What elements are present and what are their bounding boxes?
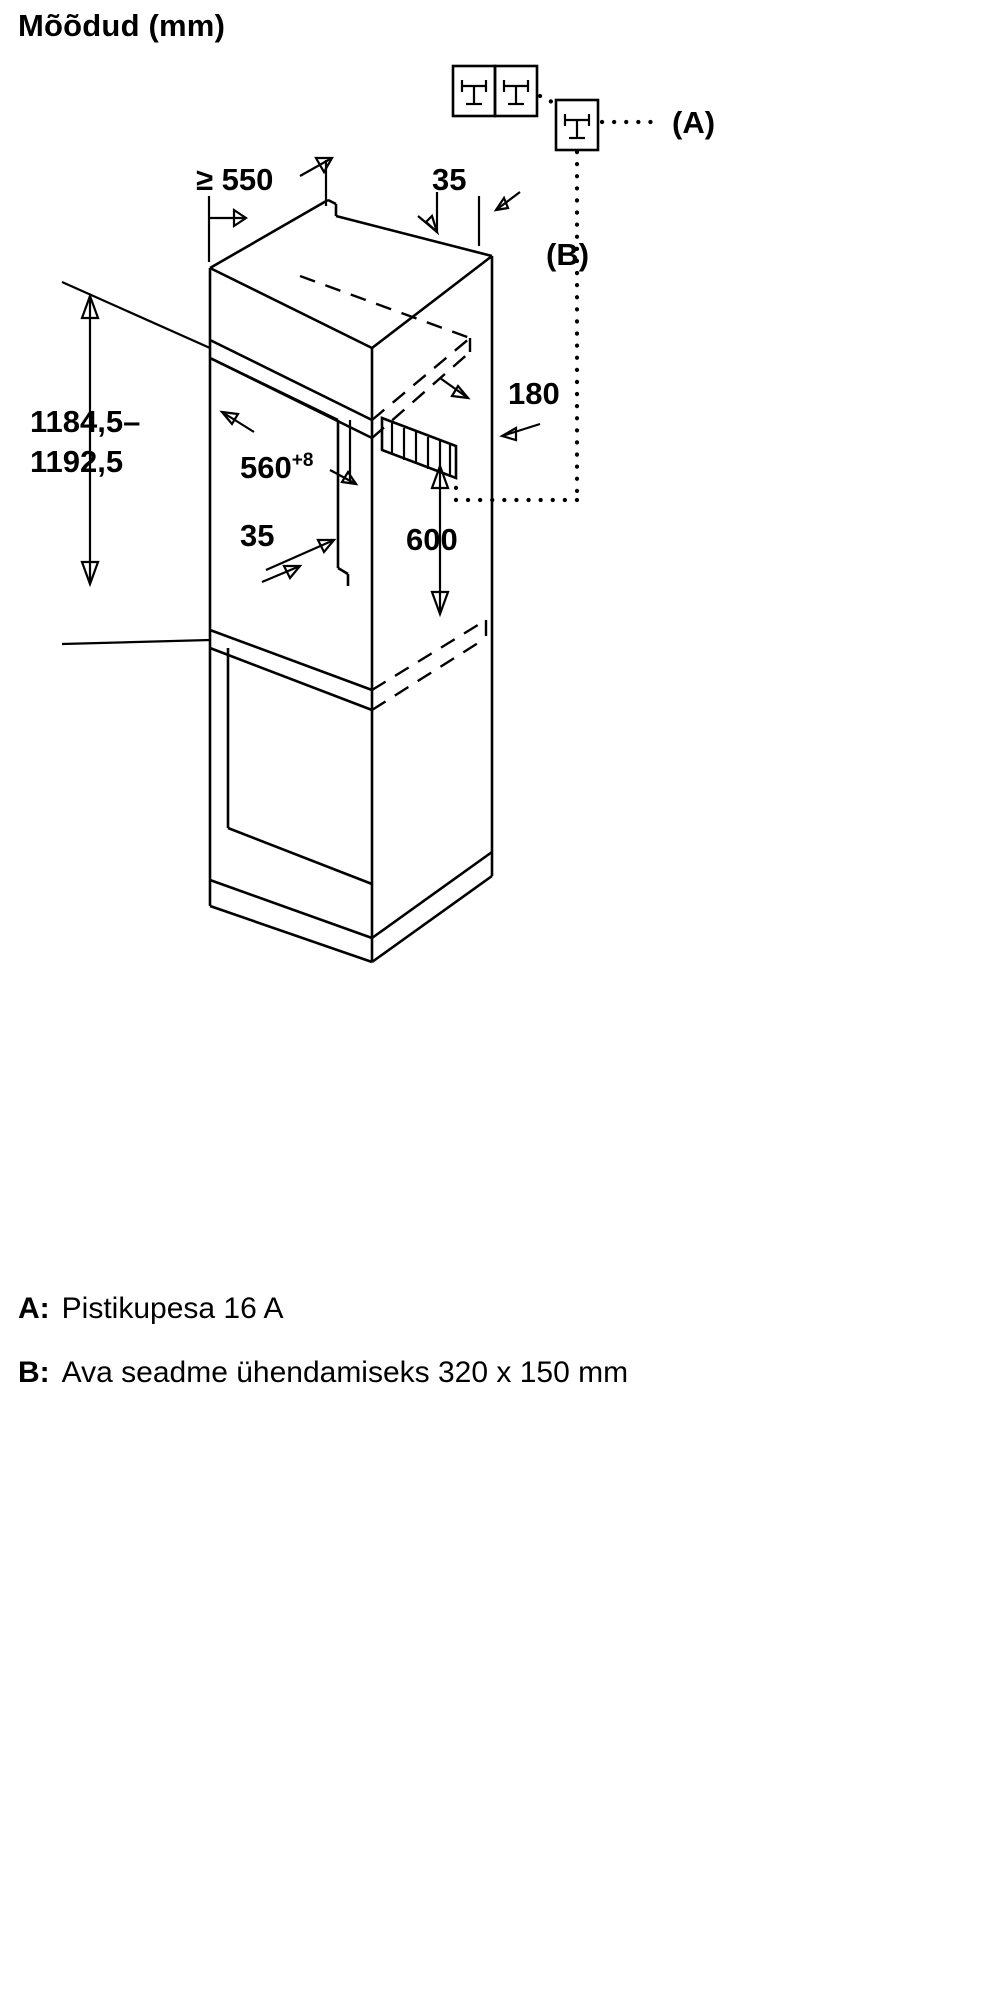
dimension-socket-offset-label: 180: [508, 376, 560, 411]
legend-key-a: A:: [18, 1292, 50, 1325]
dimension-top-offset: [418, 192, 520, 246]
legend-text-b: Ava seadme ühendamiseks 320 x 150 mm: [61, 1356, 629, 1390]
dimension-opening-height-label: 600: [406, 522, 458, 557]
legend-item-a: [18, 1290, 878, 1328]
legend-item-b: [18, 1354, 878, 1392]
callout-b-label: (B): [546, 237, 590, 272]
legend-text-a: Pistikupesa 16 A: [61, 1292, 284, 1325]
socket-symbols: [453, 66, 660, 500]
dimension-total-height-line2: 1192,5: [30, 444, 124, 479]
connection-opening: [382, 418, 456, 478]
page-title: Mõõdud (mm): [18, 8, 226, 43]
dimension-niche-width-label: $560^{+8}$: [240, 450, 314, 485]
cabinet-shelves: [210, 276, 486, 884]
dimension-depth-label: ≥ 550: [196, 162, 274, 197]
dimension-top-offset-label: 35: [432, 162, 467, 197]
cabinet-outline: [210, 200, 492, 962]
dimension-lower-offset-label: 35: [240, 518, 275, 553]
dimension-total-height-line1: 1184,5–: [30, 404, 141, 439]
legend: [18, 1290, 878, 1419]
callout-a-label: (A): [672, 105, 716, 140]
legend-key-b: B:: [18, 1356, 50, 1390]
